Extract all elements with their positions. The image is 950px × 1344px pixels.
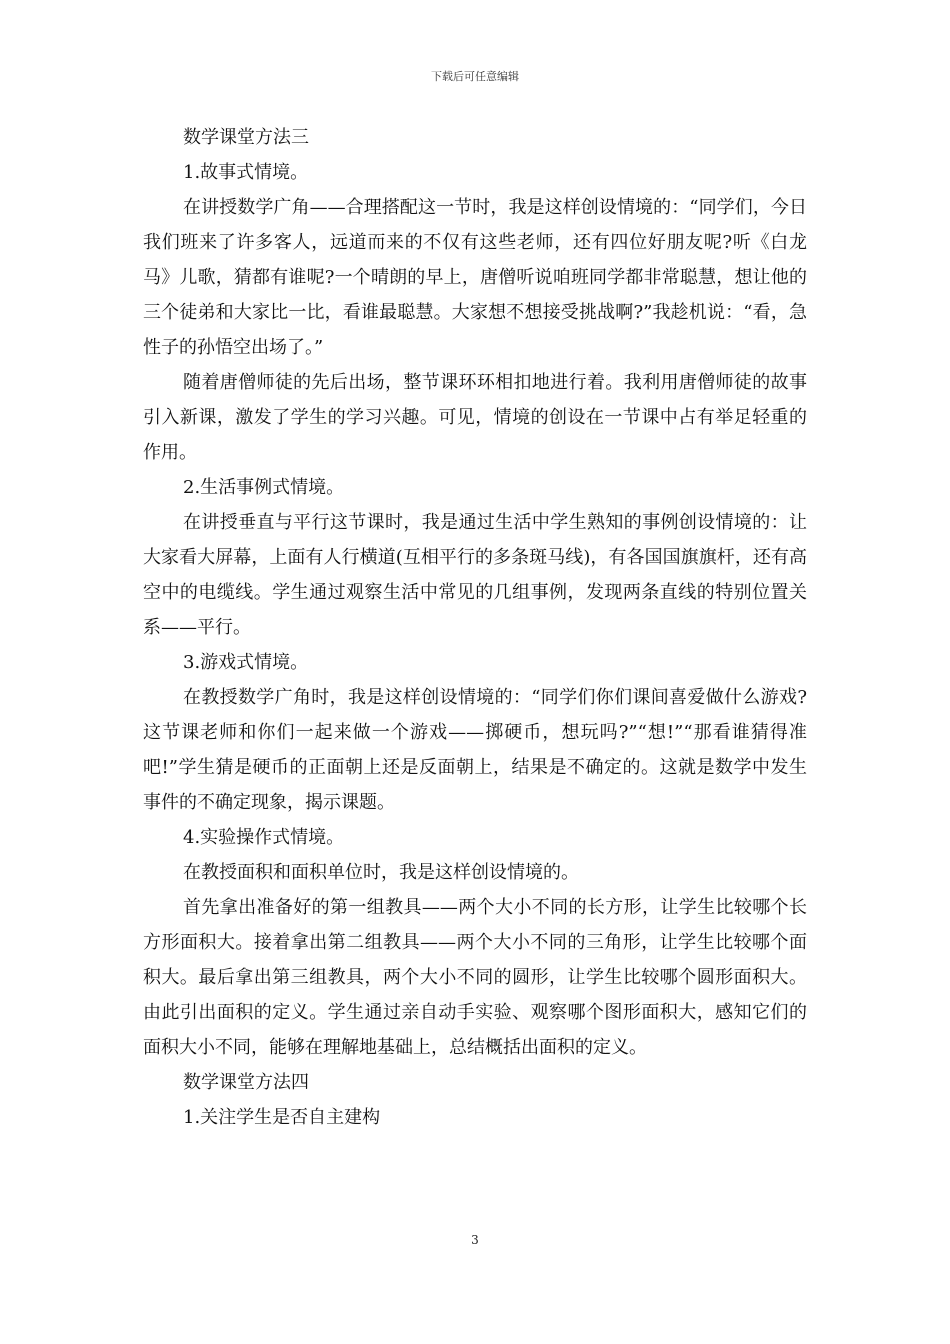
paragraph: 随着唐僧师徒的先后出场，整节课环环相扣地进行着。我利用唐僧师徒的故事引入新课，激发了学生的学习兴趣。可见，情境的创设在一节课中占有举足轻重的作用。 [143,372,807,463]
paragraph: 在教授数学广角时，我是这样创设情境的：“同学们你们课间喜爱做什么游戏?这节课老师和你们一起来做一个游戏——掷硬币，想玩吗?”“想!”“那看谁猜得准吧!”学生猜是硬币的正面朝上还是反面朝上，结果是不确定的。这就是数学中发生事件的不确定现象，揭示课题。 [143,687,807,813]
document-body [143,120,807,1135]
subheading: 4.实验操作式情境。 [183,827,345,848]
paragraph: 在讲授垂直与平行这节课时，我是通过生活中学生熟知的事例创设情境的：让大家看大屏幕，上面有人行横道(互相平行的多条斑马线)，有各国国旗旗杆，还有高空中的电缆线。学生通过观察生活中常见的几组事例，发现两条直线的特别位置关系——平行。 [143,512,807,638]
subheading: 3.游戏式情境。 [183,652,309,673]
section-heading: 数学课堂方法三 [183,127,309,148]
paragraph: 首先拿出准备好的第一组教具——两个大小不同的长方形，让学生比较哪个长方形面积大。接着拿出第二组教具——两个大小不同的三角形，让学生比较哪个面积大。最后拿出第三组教具，两个大小不同的圆形，让学生比较哪个圆形面积大。由此引出面积的定义。学生通过亲自动手实验、观察哪个图形面积大，感知它们的面积大小不同，能够在理解地基础上，总结概括出面积的定义。 [143,897,807,1058]
subheading: 1.故事式情境。 [183,162,309,183]
subheading: 1.关注学生是否自主建构 [183,1107,381,1128]
paragraph: 在讲授数学广角——合理搭配这一节时，我是这样创设情境的：“同学们，今日我们班来了许多客人，远道而来的不仅有这些老师，还有四位好朋友呢?听《白龙马》儿歌，猜都有谁呢?一个晴朗的早上，唐僧听说咱班同学都非常聪慧，想让他的三个徒弟和大家比一比，看谁最聪慧。大家想不想接受挑战啊?”我趁机说：“看，急性子的孙悟空出场了。” [143,197,807,358]
header-note: 下载后可任意编辑 [431,70,519,83]
paragraph: 在教授面积和面积单位时，我是这样创设情境的。 [183,862,579,883]
page-number: 3 [471,1233,479,1247]
subheading: 2.生活事例式情境。 [183,477,345,498]
section-heading: 数学课堂方法四 [183,1072,309,1093]
